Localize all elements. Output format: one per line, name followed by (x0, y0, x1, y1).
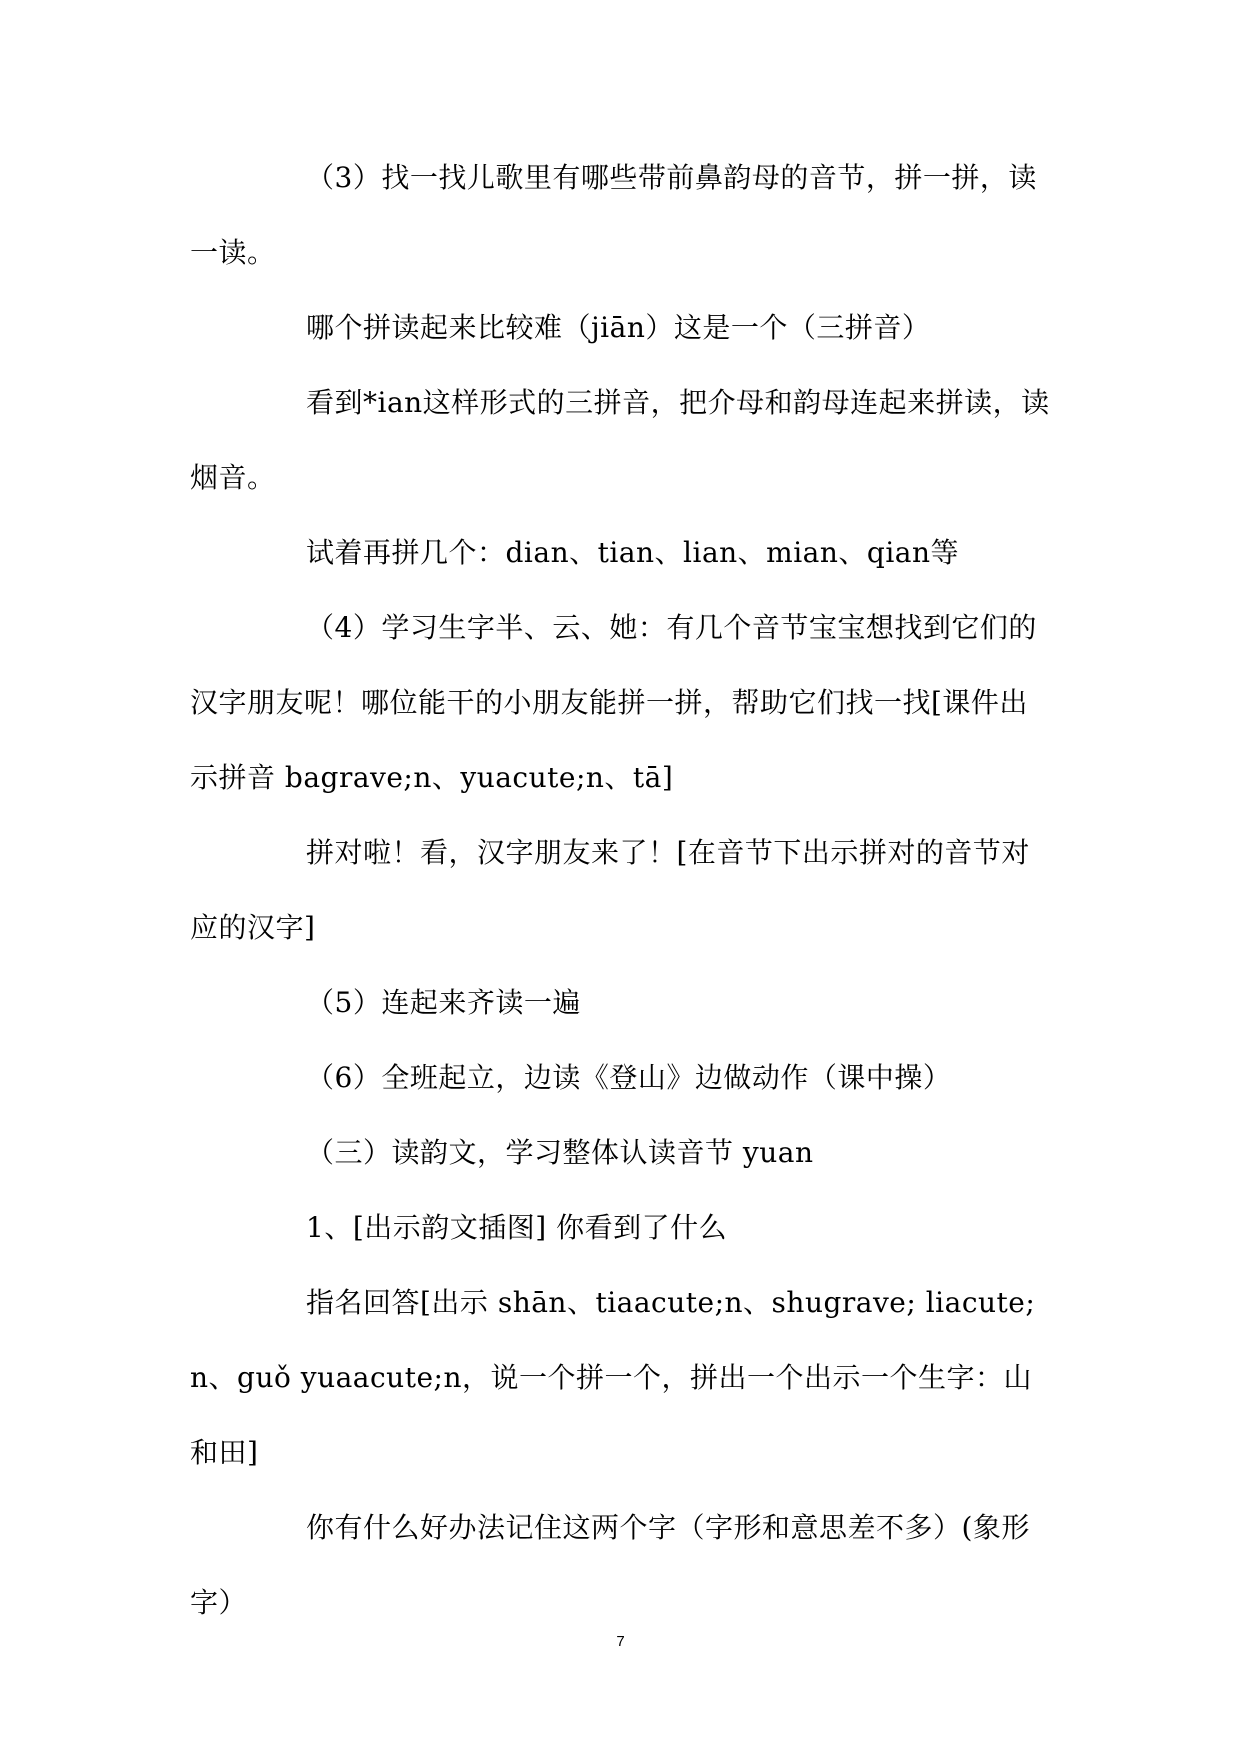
paragraph-memory-method: 你有什么好办法记住这两个字（字形和意思差不多）(象形字） (190, 1511, 1030, 1619)
paragraph-step-5: （5）连起来齐读一遍 (306, 986, 581, 1019)
paragraph-three-part-spelling: 看到*ian这样形式的三拼音，把介母和韵母连起来拼读，读烟音。 (190, 386, 1050, 494)
document-body (190, 140, 1052, 1640)
paragraph-step-3: （3）找一找儿歌里有哪些带前鼻韵母的音节，拼一拼，读一读。 (190, 161, 1037, 269)
page-number: 7 (616, 1633, 625, 1650)
paragraph-characters-appear: 拼对啦！看，汉字朋友来了！[在音节下出示拼对的音节对应的汉字] (190, 836, 1030, 944)
paragraph-answer-prompt: 指名回答[出示 shān、tiaacute;n、shugrave; liacute;n、guǒ yuaacute;n，说一个拼一个，拼出一个出示一个生字：山和田] (190, 1286, 1036, 1469)
paragraph-step-6: （6）全班起立，边读《登山》边做动作（课中操） (306, 1061, 952, 1094)
paragraph-item-1: 1、[出示韵文插图] 你看到了什么 (306, 1211, 728, 1244)
paragraph-section-3-heading: （三）读韵文，学习整体认读音节 yuan (306, 1136, 814, 1169)
paragraph-step-4: （4）学习生字半、云、她：有几个音节宝宝想找到它们的汉字朋友呢！哪位能干的小朋友能拼一拼，帮助它们找一找[课件出示拼音 bagrave;n、yuacute;n、tā] (190, 611, 1037, 794)
paragraph-difficult-spelling: 哪个拼读起来比较难（jiān）这是一个（三拼音） (306, 311, 931, 344)
paragraph-practice-syllables: 试着再拼几个：dian、tian、lian、mian、qian等 (306, 536, 960, 569)
